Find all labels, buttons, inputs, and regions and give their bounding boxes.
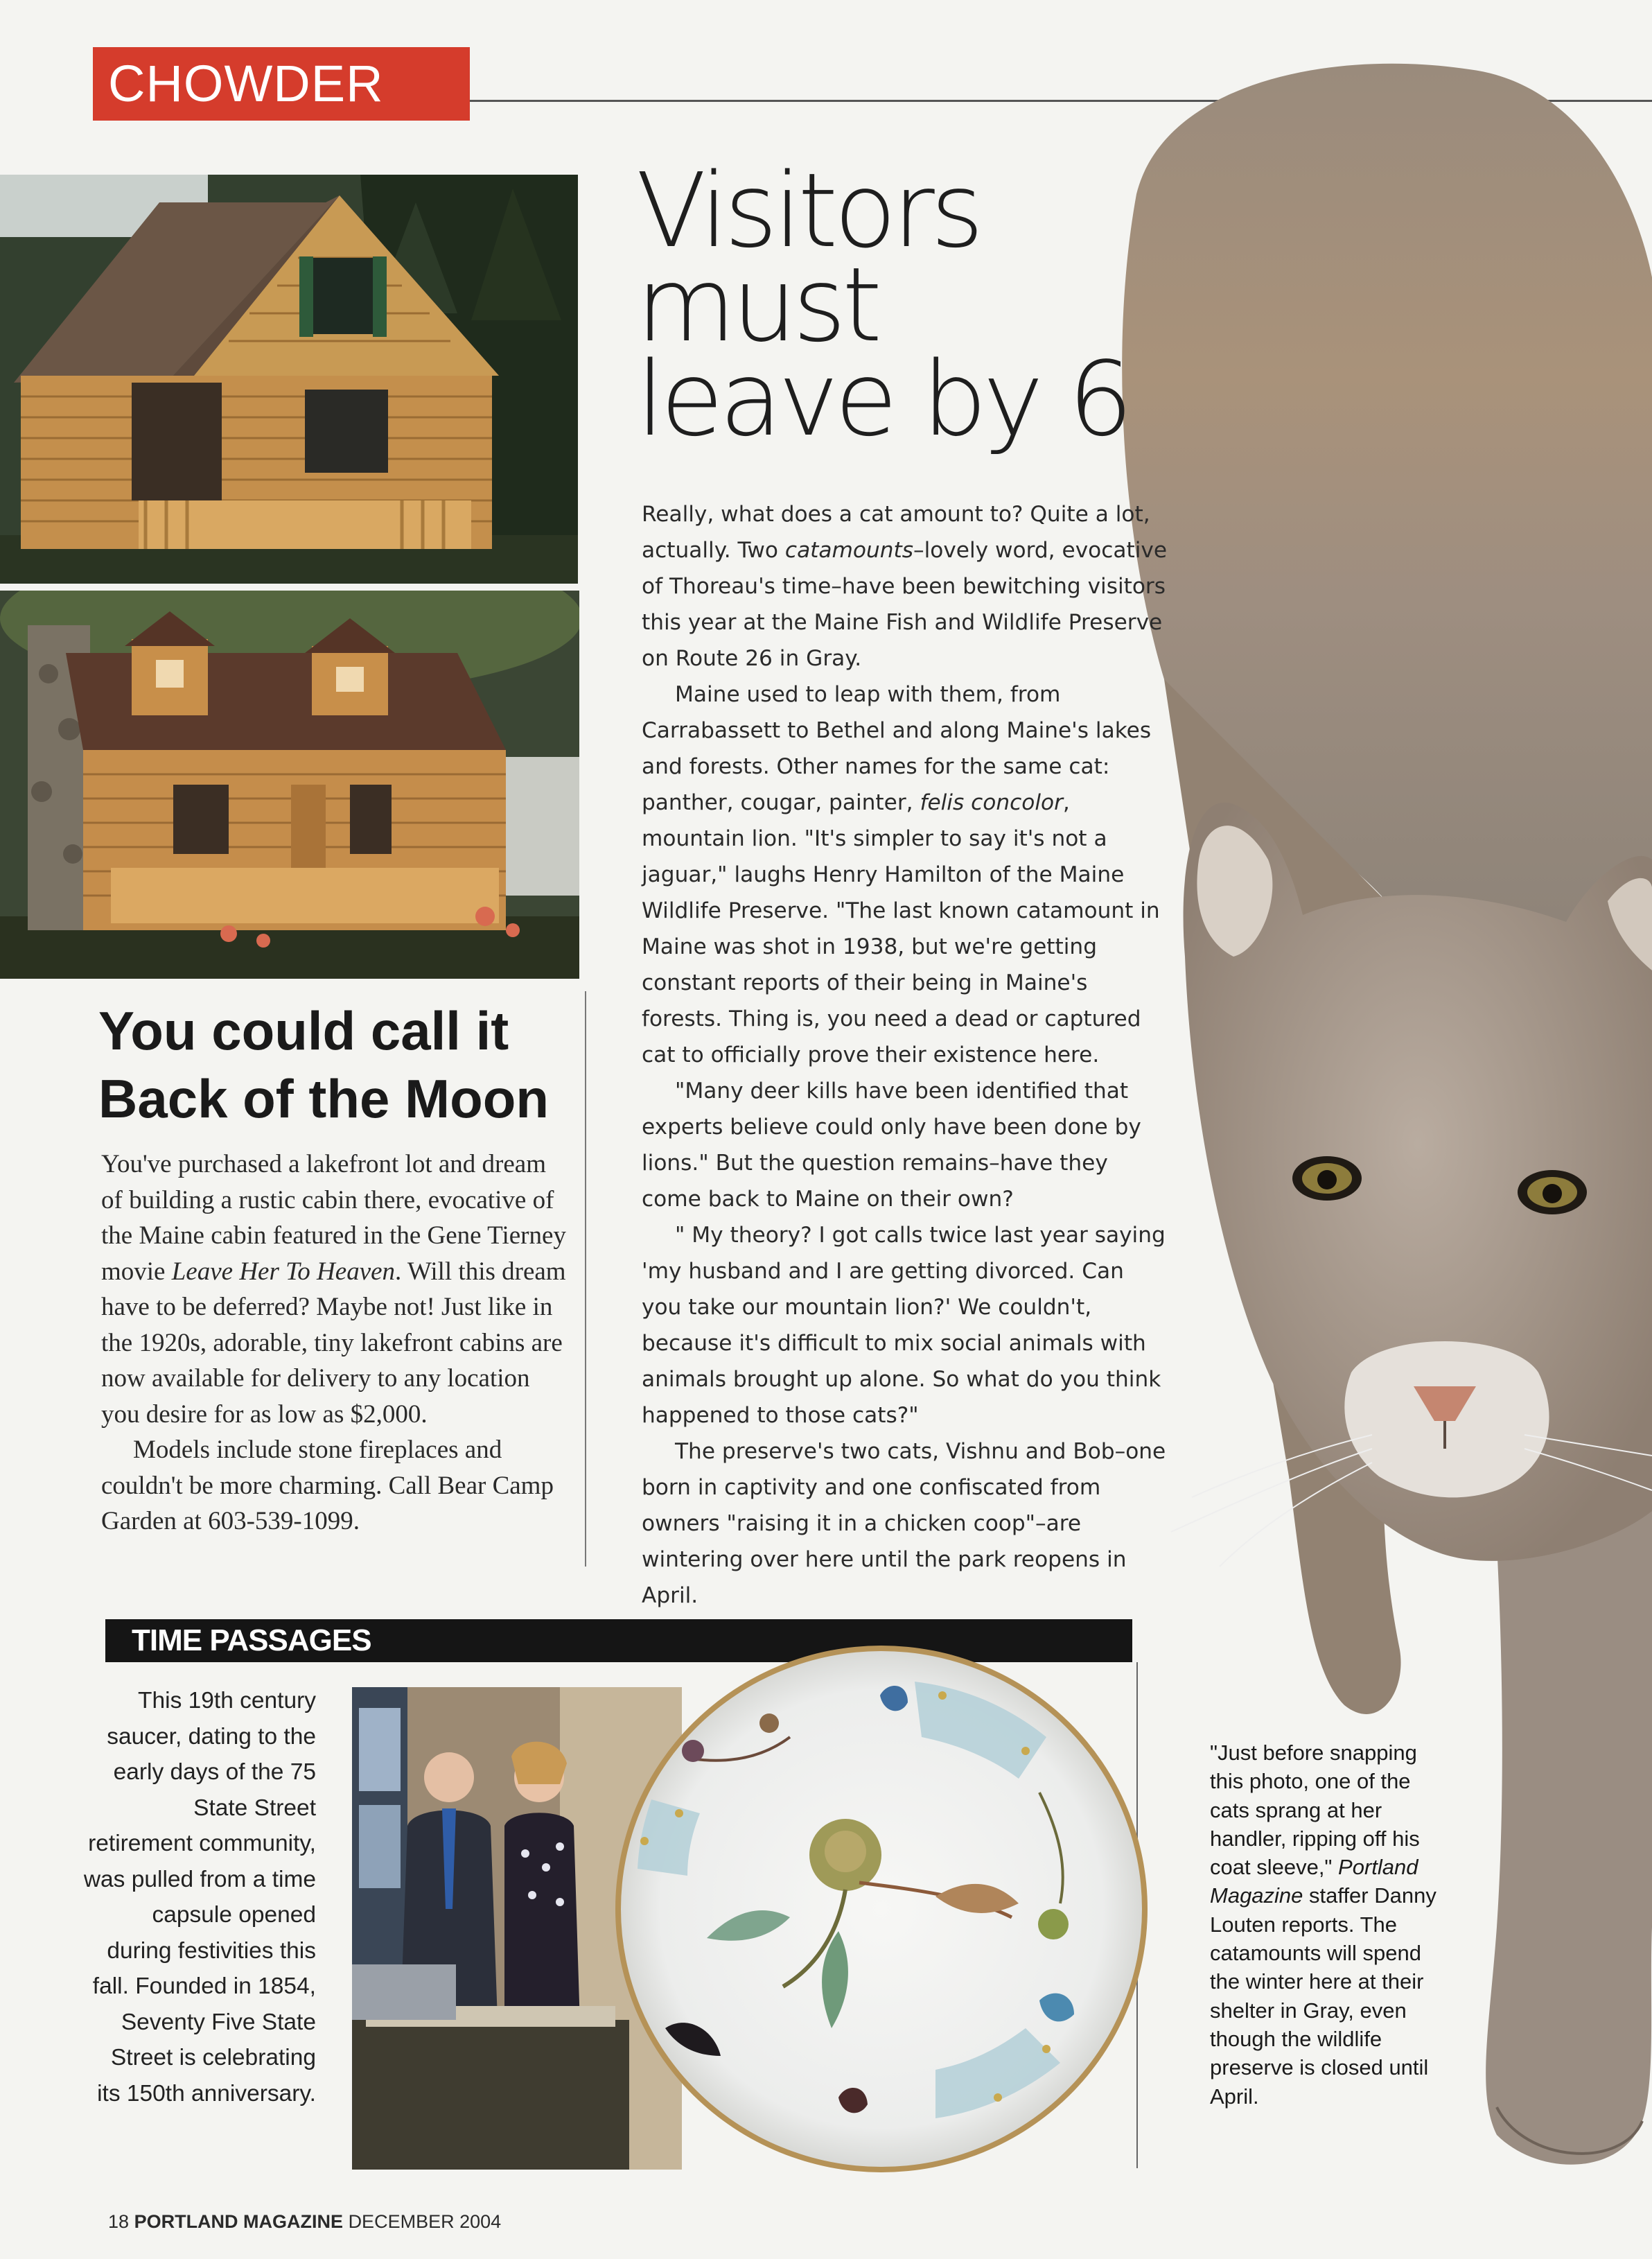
cabin-paragraph-1 xyxy=(101,1146,572,1432)
cougar-caption xyxy=(1210,1738,1446,2111)
cat-p2-italic: felis concolor xyxy=(920,790,1063,815)
cat-paragraph-4: " My theory? I got calls twice last year saying 'my husband and I are getting divorced. Can you take our mountain lion?' We couldn't, because it's difficult to mix social animals with animals brought up alone. So what do you think happened to those cats?" xyxy=(642,1223,1166,1428)
movie-title: Leave Her To Heaven xyxy=(171,1257,396,1286)
page-footer xyxy=(108,2211,501,2233)
cat-headline xyxy=(636,151,1135,459)
cat-paragraph-1 xyxy=(642,496,1168,677)
caption-text: "Just before snapping this photo, one of the cats sprang at her handler, ripping off his coat sleeve," xyxy=(1210,1741,1420,1880)
photo-divider xyxy=(0,584,579,591)
cat-p1-italic: catamounts xyxy=(784,538,913,563)
cabin-headline-line1: You could call it xyxy=(98,1000,509,1061)
magazine-name: PORTLAND MAGAZINE xyxy=(134,2211,344,2232)
cat-paragraph-5: The preserve's two cats, Vishnu and Bob–one born in captivity and one confiscated from owners "raising it in a chicken coop"–are wintering over here until the park reopens in April. xyxy=(642,1439,1166,1608)
caption-text-end: staffer Danny Louten reports. The catamounts will spend the winter here at their shelter in Gray, even though the wildlife preserve is closed until April. xyxy=(1210,1883,1436,2109)
page-number: 18 xyxy=(108,2211,130,2232)
cabin-para1-text-end: . Will this dream have to be deferred? Maybe not! Just like in the 1920s, adorable, tiny lakefront cabins are now available for delivery to any location you desire for as low as $2,000. xyxy=(101,1257,566,1429)
cat-paragraph-2 xyxy=(642,677,1168,1073)
cabin-body xyxy=(101,1146,572,1540)
cat-headline-line3: leave by 6 xyxy=(636,340,1130,459)
cabin-photo-bottom xyxy=(0,591,579,979)
cat-p2-text: Maine used to leap with them, from Carrabassett to Bethel and along Maine's lakes and forests. Other names for the same cat: panther, cougar, painter, xyxy=(642,682,1152,815)
caption-italic: Portland Magazine xyxy=(1210,1855,1418,1908)
cat-p1-text-end: –lovely word, evocative of Thoreau's time–have been bewitching visitors this year at the Maine Fish and Wildlife Preserve on Route 26 in Gray. xyxy=(642,538,1168,671)
saucer-photo xyxy=(610,1640,1153,2178)
cat-headline-line1: Visitors xyxy=(636,151,980,270)
column-rule xyxy=(585,991,586,1567)
cat-body xyxy=(642,496,1168,1614)
cat-p1-text: Really, what does a cat amount to? Quite a lot, actually. Two xyxy=(642,502,1150,563)
cabin-headline xyxy=(98,997,570,1133)
time-passages-body: This 19th century saucer, dating to the early days of the 75 State Street retirement community, was pulled from a time capsule opened during festivities this fall. Founded in 1854, Seventy Five State Street is celebrating its 150th anniversary. xyxy=(83,1688,316,2107)
cabin-para1-text: You've purchased a lakefront lot and dream of building a rustic cabin there, evocative of the Maine cabin featured in the Gene Tierney movie xyxy=(101,1150,566,1286)
section-tag: CHOWDER xyxy=(93,47,470,121)
cabin-paragraph-2: Models include stone fireplaces and couldn't be more charming. Call Bear Camp Garden at 603-539-1099. xyxy=(101,1436,554,1535)
issue-date: DECEMBER 2004 xyxy=(348,2211,502,2232)
cat-paragraph-3: "Many deer kills have been identified that experts believe could only have been done by lions." But the question remains–have they come back to Maine on their own? xyxy=(642,1079,1141,1212)
cabin-photo-top xyxy=(0,175,578,584)
cat-headline-line2: must xyxy=(636,245,879,365)
cat-p2-text-end: , mountain lion. "It's simpler to say it's not a jaguar," laughs Henry Hamilton of the Maine Wildlife Preserve. "The last known catamount in Maine was shot in 1938, but we're getting constant reports of their being in Maine's forests. Thing is, you need a dead or captured cat to officially prove their existence here. xyxy=(642,790,1160,1067)
time-passages-title: TIME PASSAGES xyxy=(132,1623,371,1657)
cabin-headline-line2: Back of the Moon xyxy=(98,1068,550,1129)
